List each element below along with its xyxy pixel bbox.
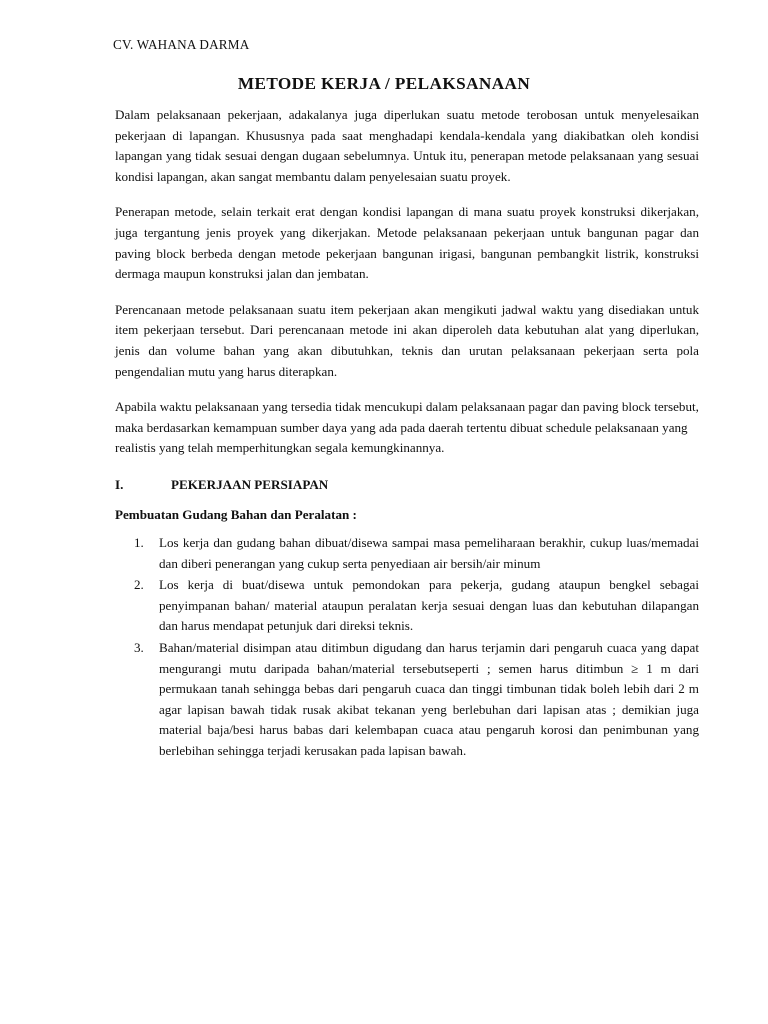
document-body (115, 105, 699, 763)
section-number: I. (115, 476, 124, 492)
paragraph-2: Penerapan metode, selain terkait erat dengan kondisi lapangan di mana suatu proyek konstruksi dikerjakan, juga tergantung jenis proyek yang dikerjakan. Metode pelaksanaan pekerjaan untuk bangunan pagar dan paving block berbeda dengan metode pekerjaan bangunan irigasi, bangunan pembangkit listrik, konstruksi dermaga maupun konstruksi jalan dan jembatan. (115, 204, 699, 282)
list-item (115, 533, 699, 574)
list-item-text: Bahan/material disimpan atau ditimbun digudang dan harus terjamin dari pengaruh cuaca yang dapat mengurangi mutu daripada bahan/material tersebutseperti ; semen harus ditimbun ≥ 1 m dari permukaan tanah sehingga bebas dari pengaruh cuaca dan tinggi timbunan tidak boleh lebih dari 2 m agar lapisan bawah tidak rusak akibat tekanan yeng berlebuhan dari lapisan atas ; demikian juga material baja/besi harus babas dari kelembapan cuaca atau pengaruh korosi dan penimbunan yang berlebihan sehingga terjadi kerusakan pada lapisan bawah. (159, 640, 699, 759)
list-marker: 1. (134, 535, 144, 551)
subheading: Pembuatan Gudang Bahan dan Peralatan : (115, 506, 357, 522)
company-header: CV. WAHANA DARMA (113, 37, 250, 52)
list-item (115, 575, 699, 637)
section-title: PEKERJAAN PERSIAPAN (171, 476, 329, 492)
list-item-text: Los kerja dan gudang bahan dibuat/disewa sampai masa pemeliharaan berakhir, cukup luas/memadai dan diberi penerangan yang cukup serta penyediaan air bersih/air minum (159, 535, 699, 571)
paragraph-1: Dalam pelaksanaan pekerjaan, adakalanya juga diperlukan suatu metode terobosan untuk menyelesaikan pekerjaan di lapangan. Khususnya pada saat menghadapi kendala-kendala yang diakibatkan oleh kondisi lapangan yang tidak sesuai dengan dugaan sebelumnya. Untuk itu, penerapan metode pelaksanaan yang sesuai kondisi lapangan, akan sangat membantu dalam penyelesaian suatu proyek. (115, 107, 699, 184)
list-marker: 3. (134, 640, 144, 656)
list-item-text: Los kerja di buat/disewa untuk pemondokan para pekerja, gudang ataupun bengkel sebagai penyimpanan bahan/ material ataupun peralatan kerja sesuai dengan luas dan kebutuhan dilapangan dan harus mendapat petunjuk dari direksi teknis. (159, 577, 699, 634)
list-item (115, 638, 699, 762)
paragraph-4: Apabila waktu pelaksanaan yang tersedia tidak mencukupi dalam pelaksanaan pagar dan paving block tersebut, maka berdasarkan kemampuan sumber daya yang ada pada daerah tertentu dibuat schedule pelaksanaan yang realistis yang telah memperhitungkan segala kemungkinannya. (115, 399, 699, 456)
paragraph-3: Perencanaan metode pelaksanaan suatu item pekerjaan akan mengikuti jadwal waktu yang disediakan untuk item pekerjaan tersebut. Dari perencanaan metode ini akan diperoleh data kebutuhan alat yang diperlukan, jenis dan volume bahan yang akan dibutuhkan, teknis dan urutan pelaksanaan pekerjaan serta pola pengendalian mutu yang harus diterapkan. (115, 301, 699, 379)
section-heading (115, 475, 699, 496)
page-title: METODE KERJA / PELAKSANAAN (237, 74, 531, 93)
numbered-list (115, 533, 699, 762)
list-marker: 2. (134, 577, 144, 593)
